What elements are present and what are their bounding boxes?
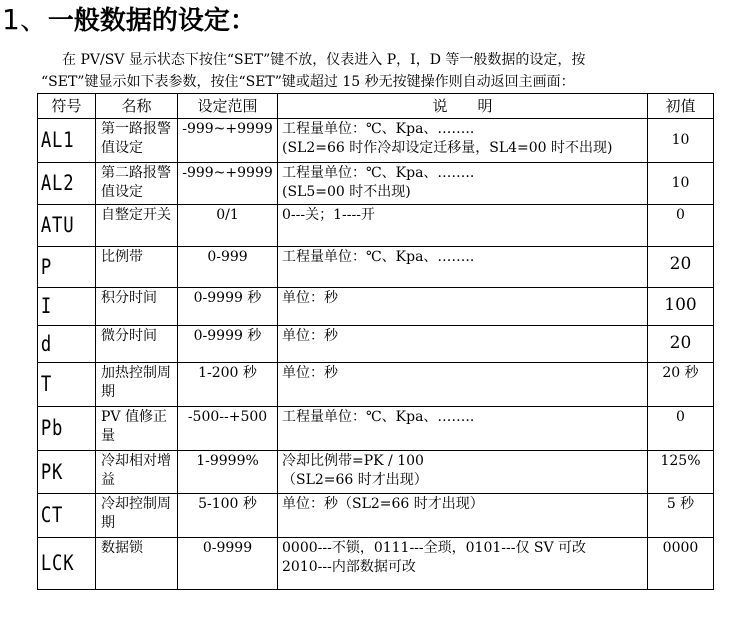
param-symbol: P — [38, 247, 86, 288]
param-description — [278, 407, 648, 451]
table-header-row — [38, 94, 714, 119]
param-symbol: I — [38, 288, 86, 326]
param-name: 自整定开关 — [96, 205, 178, 247]
table-row — [38, 326, 714, 363]
table-row — [38, 451, 714, 494]
parameter-table — [37, 93, 714, 590]
description-line: (SL5=00 时不出现) — [282, 184, 411, 200]
section-number: 1、 — [2, 3, 48, 36]
table-row — [38, 288, 714, 326]
param-symbol: LCK — [38, 538, 86, 590]
param-description — [278, 363, 648, 407]
description-line: 工程量单位：℃、Kpa、…….. — [282, 165, 475, 181]
param-symbol: ATU — [38, 205, 86, 247]
description-line: 2010---内部数据可改 — [282, 559, 416, 575]
param-symbol: AL2 — [38, 163, 86, 205]
param-initial: 0 — [648, 205, 714, 247]
param-symbol: Pb — [38, 407, 86, 451]
param-description — [278, 538, 648, 590]
param-initial: 125% — [648, 451, 714, 494]
table-row — [38, 247, 714, 288]
param-initial: 20 — [648, 326, 714, 363]
header-description: 说 明 — [278, 94, 648, 119]
param-name: PV 值修正量 — [96, 407, 178, 451]
param-description — [278, 494, 648, 538]
param-description — [278, 247, 648, 288]
param-symbol: d — [38, 326, 86, 363]
param-initial: 20 秒 — [648, 363, 714, 407]
param-initial: 10 — [648, 119, 714, 163]
param-description — [278, 326, 648, 363]
param-range: 1-200 秒 — [178, 363, 278, 407]
description-line: 单位：秒 — [282, 365, 338, 381]
param-range: 0-999 — [178, 247, 278, 288]
description-line: 单位：秒（SL2=66 时才出现） — [282, 496, 484, 512]
param-initial: 0000 — [648, 538, 714, 590]
param-range: 1-9999% — [178, 451, 278, 494]
description-line: 0000---不锁，0111---全琐，0101---仅 SV 可改 — [282, 540, 587, 556]
param-range: 5-100 秒 — [178, 494, 278, 538]
param-symbol: PK — [38, 451, 86, 494]
table-row — [38, 494, 714, 538]
description-line: （SL2=66 时才出现） — [282, 472, 428, 488]
header-symbol: 符号 — [38, 94, 96, 119]
description-line: 工程量单位：℃、Kpa、…….. — [282, 249, 475, 265]
header-range: 设定范围 — [178, 94, 278, 119]
description-line: 0---关；1----开 — [282, 207, 375, 223]
param-name: 数据锁 — [96, 538, 178, 590]
param-range: -500--+500 — [178, 407, 278, 451]
param-name: 微分时间 — [96, 326, 178, 363]
section-title-text: 一般数据的设定： — [47, 6, 256, 36]
param-range: -999~+9999 — [178, 163, 278, 205]
description-line: 工程量单位：℃、Kpa、…….. — [282, 409, 475, 425]
table-row — [38, 407, 714, 451]
param-initial: 100 — [648, 288, 714, 326]
param-name: 冷却相对增益 — [96, 451, 178, 494]
param-range: 0-9999 秒 — [178, 288, 278, 326]
description-line: 单位：秒 — [282, 290, 338, 306]
param-name: 加热控制周期 — [96, 363, 178, 407]
description-line: 冷却比例带=PK / 100 — [282, 453, 424, 469]
param-initial: 0 — [648, 407, 714, 451]
header-initial: 初值 — [648, 94, 714, 119]
param-description — [278, 451, 648, 494]
table-row — [38, 119, 714, 163]
description-line: 单位：秒 — [282, 328, 338, 344]
param-description — [278, 288, 648, 326]
description-line: (SL2=66 时作冷却设定迁移量，SL4=00 时不出现) — [282, 140, 613, 156]
param-symbol: AL1 — [38, 119, 86, 163]
param-range: 0/1 — [178, 205, 278, 247]
param-initial: 20 — [648, 247, 714, 288]
param-symbol: CT — [38, 494, 86, 538]
param-name: 冷却控制周期 — [96, 494, 178, 538]
header-name: 名称 — [96, 94, 178, 119]
param-name: 第一路报警值设定 — [96, 119, 178, 163]
param-initial: 5 秒 — [648, 494, 714, 538]
table-row — [38, 363, 714, 407]
intro-line-1: 在 PV/SV 显示状态下按住“SET”键不放，仪表进入 P，I，D 等一般数据的设定，按 — [62, 52, 586, 68]
param-description — [278, 119, 648, 163]
param-description — [278, 163, 648, 205]
param-initial: 10 — [648, 163, 714, 205]
param-name: 比例带 — [96, 247, 178, 288]
param-description — [278, 205, 648, 247]
table-row — [38, 163, 714, 205]
section-title — [2, 2, 256, 38]
table-row — [38, 205, 714, 247]
param-name: 第二路报警值设定 — [96, 163, 178, 205]
param-range: 0-9999 — [178, 538, 278, 590]
intro-line-2: “SET”键显示如下表参数，按住“SET”键或超过 15 秒无按键操作则自动返回主画面： — [41, 74, 575, 90]
param-name: 积分时间 — [96, 288, 178, 326]
param-symbol: T — [38, 363, 86, 407]
param-range: 0-9999 秒 — [178, 326, 278, 363]
table-row — [38, 538, 714, 590]
param-range: -999~+9999 — [178, 119, 278, 163]
description-line: 工程量单位：℃、Kpa、…….. — [282, 121, 475, 137]
